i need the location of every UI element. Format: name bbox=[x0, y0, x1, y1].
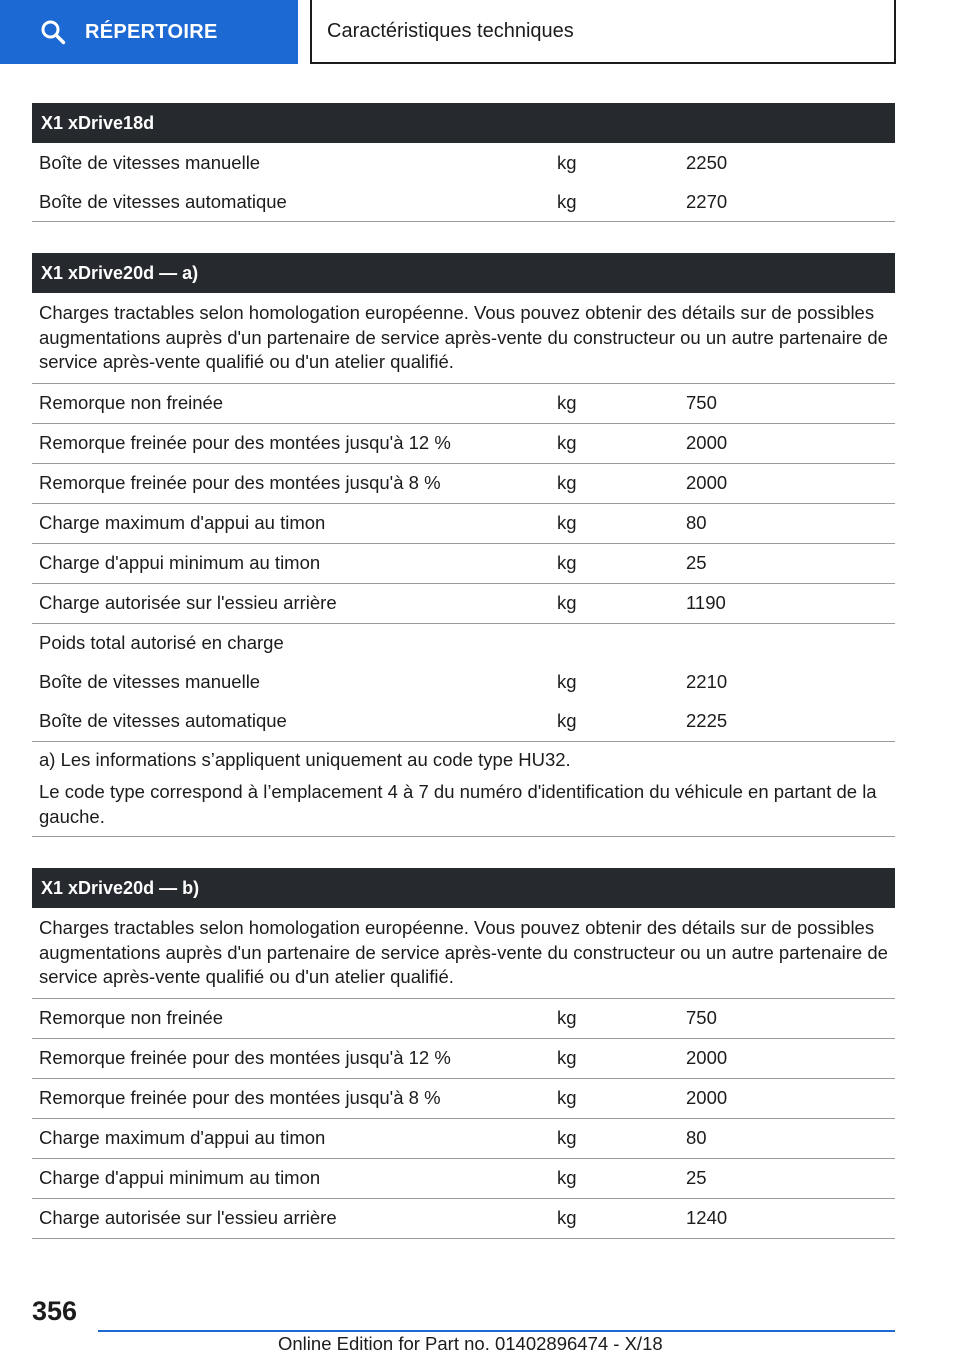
row-value: 25 bbox=[686, 552, 707, 573]
spec-content bbox=[32, 103, 895, 1270]
row-value: 750 bbox=[686, 1007, 717, 1028]
row-value: 1190 bbox=[686, 592, 726, 613]
section-intro: Charges tractables selon homologation européenne. Vous pouvez obtenir des détails sur de possibles augmentations auprès d'un partenaire de service après-vente du constructeur ou un autre partenaire de service après-vente qualifié ou d'un atelier qualifié. bbox=[32, 908, 895, 999]
row-value: 2210 bbox=[686, 671, 728, 692]
table-row bbox=[32, 1039, 895, 1079]
row-label: Boîte de vitesses manuelle bbox=[39, 671, 261, 692]
row-unit: kg bbox=[557, 432, 577, 453]
section-x1-xdrive20d-b bbox=[32, 868, 895, 1239]
row-unit: kg bbox=[557, 392, 577, 413]
row-label: Boîte de vitesses manuelle bbox=[39, 151, 261, 173]
row-unit: kg bbox=[557, 710, 577, 731]
row-label: Remorque freinée pour des montées jusqu'à 12 % bbox=[39, 432, 451, 453]
row-label: Remorque non freinée bbox=[39, 1007, 224, 1028]
footnote-a: a) Les informations s’appliquent uniquement au code type HU32. bbox=[39, 748, 571, 770]
footer-edition: Online Edition for Part no. 01402896474 - X/18 bbox=[278, 1333, 663, 1354]
row-value: 2000 bbox=[686, 472, 728, 493]
row-value: 2250 bbox=[686, 151, 728, 173]
row-unit: kg bbox=[557, 190, 577, 212]
search-icon bbox=[40, 19, 66, 45]
row-value: 25 bbox=[686, 1167, 707, 1188]
row-unit: kg bbox=[557, 1087, 577, 1108]
table-row bbox=[32, 143, 895, 182]
section-x1-xdrive20d-a bbox=[32, 253, 895, 837]
row-unit: kg bbox=[557, 1167, 577, 1188]
row-value: 2000 bbox=[686, 432, 728, 453]
row-label: Remorque freinée pour des montées jusqu'à 8 % bbox=[39, 1087, 441, 1108]
section-title: X1 xDrive20d — a) bbox=[32, 253, 895, 293]
section-intro: Charges tractables selon homologation européenne. Vous pouvez obtenir des détails sur de possibles augmentations auprès d'un partenaire de service après-vente du constructeur ou un autre partenaire de service après-vente qualifié ou d'un atelier qualifié. bbox=[32, 293, 895, 384]
row-value: 2270 bbox=[686, 190, 728, 212]
row-label: Poids total autorisé en charge bbox=[39, 632, 284, 653]
row-value: 750 bbox=[686, 392, 717, 413]
row-label: Charge d'appui minimum au timon bbox=[39, 552, 321, 573]
table-row bbox=[32, 624, 895, 663]
section-title: X1 xDrive20d — b) bbox=[32, 868, 895, 908]
table-row bbox=[32, 702, 895, 742]
table-row bbox=[32, 544, 895, 584]
row-value: 2225 bbox=[686, 710, 728, 731]
table-row bbox=[32, 384, 895, 424]
row-label: Remorque freinée pour des montées jusqu'à 8 % bbox=[39, 472, 441, 493]
table-row bbox=[32, 663, 895, 702]
row-label: Charge maximum d'appui au timon bbox=[39, 512, 326, 533]
table-row bbox=[32, 1159, 895, 1199]
section-x1-xdrive18d bbox=[32, 103, 895, 222]
row-value: 1240 bbox=[686, 1207, 728, 1228]
row-unit: kg bbox=[557, 151, 577, 173]
page-number: 356 bbox=[32, 1296, 78, 1326]
row-unit: kg bbox=[557, 1207, 577, 1228]
chapter-title-box[interactable] bbox=[310, 0, 896, 64]
repertoire-button[interactable] bbox=[0, 0, 298, 64]
row-unit: kg bbox=[557, 592, 577, 613]
row-label: Remorque non freinée bbox=[39, 392, 224, 413]
table-row bbox=[32, 1199, 895, 1239]
row-value: 80 bbox=[686, 1127, 707, 1148]
row-unit: kg bbox=[557, 1127, 577, 1148]
chapter-title: Caractéristiques techniques bbox=[327, 19, 574, 42]
row-unit: kg bbox=[557, 552, 577, 573]
row-value: 80 bbox=[686, 512, 707, 533]
row-unit: kg bbox=[557, 1047, 577, 1068]
table-row bbox=[32, 1079, 895, 1119]
row-unit: kg bbox=[557, 671, 577, 692]
table-row bbox=[32, 504, 895, 544]
row-label: Remorque freinée pour des montées jusqu'à 12 % bbox=[39, 1047, 451, 1068]
row-label: Boîte de vitesses automatique bbox=[39, 710, 287, 731]
footer-divider bbox=[98, 1330, 895, 1332]
table-row bbox=[32, 584, 895, 624]
row-label: Charge autorisée sur l'essieu arrière bbox=[39, 592, 337, 613]
section-footnotes bbox=[32, 742, 895, 838]
row-value: 2000 bbox=[686, 1087, 728, 1108]
table-row bbox=[32, 464, 895, 504]
row-unit: kg bbox=[557, 472, 577, 493]
table-row bbox=[32, 999, 895, 1039]
section-title: X1 xDrive18d bbox=[32, 103, 895, 143]
row-label: Charge d'appui minimum au timon bbox=[39, 1167, 321, 1188]
row-unit: kg bbox=[557, 512, 577, 533]
row-label: Charge maximum d'appui au timon bbox=[39, 1127, 326, 1148]
table-row bbox=[32, 1119, 895, 1159]
repertoire-label: RÉPERTOIRE bbox=[85, 20, 218, 43]
footnote-type-code: Le code type correspond à l’emplacement 4 à 7 du numéro d'identification du véhicule en partant de la gauche. bbox=[39, 781, 877, 827]
row-label: Charge autorisée sur l'essieu arrière bbox=[39, 1207, 337, 1228]
row-label: Boîte de vitesses automatique bbox=[39, 190, 287, 212]
table-row bbox=[32, 182, 895, 222]
table-row bbox=[32, 424, 895, 464]
row-unit: kg bbox=[557, 1007, 577, 1028]
top-navigation-bar bbox=[0, 0, 960, 66]
row-value: 2000 bbox=[686, 1047, 728, 1068]
